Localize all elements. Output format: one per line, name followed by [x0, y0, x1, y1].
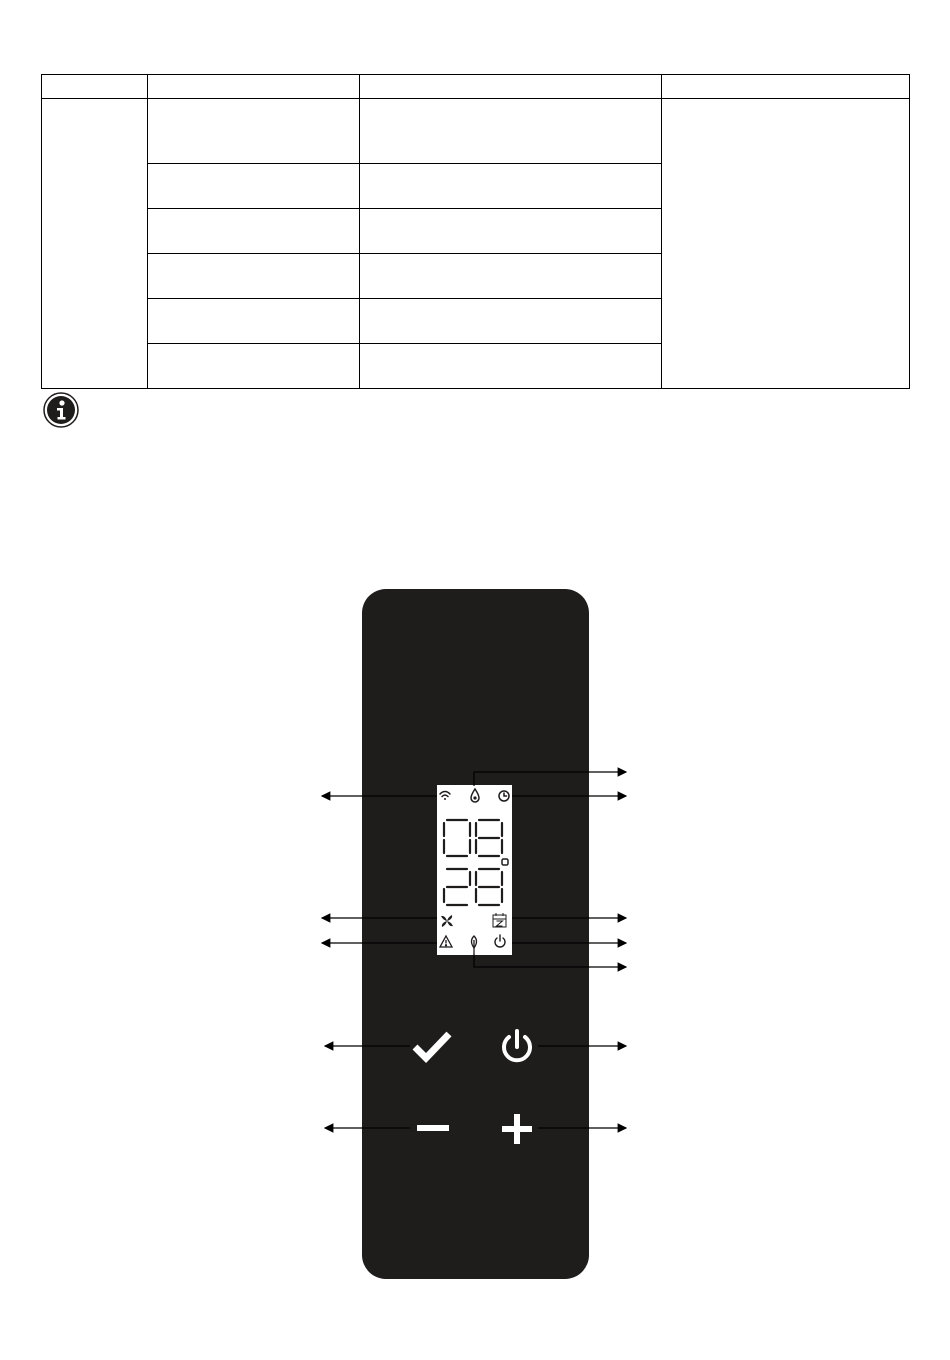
- lcd-display: [437, 785, 512, 955]
- header-cell: [360, 75, 662, 99]
- eco-leaf-icon: [472, 936, 477, 953]
- confirm-button[interactable]: [412, 1029, 452, 1063]
- table-cell: [360, 209, 662, 254]
- power-icon: [499, 1028, 535, 1066]
- spec-table: [41, 74, 910, 389]
- clock-icon: [499, 791, 509, 801]
- table-cell: [360, 99, 662, 164]
- standby-icon: [495, 935, 505, 947]
- header-cell: [42, 75, 148, 99]
- table-cell: [360, 254, 662, 299]
- table-cell: [360, 164, 662, 209]
- check-icon: [412, 1029, 452, 1063]
- info-icon: [43, 392, 79, 428]
- display-bottom-value: [444, 869, 502, 905]
- table-cell: [360, 299, 662, 344]
- plus-icon: [501, 1113, 533, 1145]
- table-cell: [148, 344, 360, 389]
- warning-icon: [440, 936, 452, 947]
- water-drop-icon: [471, 789, 479, 802]
- table-cell: [360, 344, 662, 389]
- degree-symbol: [502, 859, 508, 865]
- table-cell-merged-right: [662, 99, 910, 389]
- table-cell: [148, 299, 360, 344]
- table-cell-merged-left: [42, 99, 148, 389]
- table-cell: [148, 99, 360, 164]
- power-button[interactable]: [499, 1028, 535, 1066]
- table-cell: [148, 164, 360, 209]
- fan-icon: [441, 915, 453, 927]
- minus-icon: [416, 1120, 450, 1136]
- display-top-value: [444, 820, 502, 856]
- table-row: [42, 99, 910, 164]
- table-header-row: [42, 75, 910, 99]
- table-cell: [148, 209, 360, 254]
- minus-button[interactable]: [416, 1120, 450, 1136]
- plus-button[interactable]: [501, 1113, 533, 1145]
- calendar-icon: [493, 913, 506, 927]
- wifi-icon: [440, 792, 450, 801]
- table-cell: [148, 254, 360, 299]
- header-cell: [662, 75, 910, 99]
- header-cell: [148, 75, 360, 99]
